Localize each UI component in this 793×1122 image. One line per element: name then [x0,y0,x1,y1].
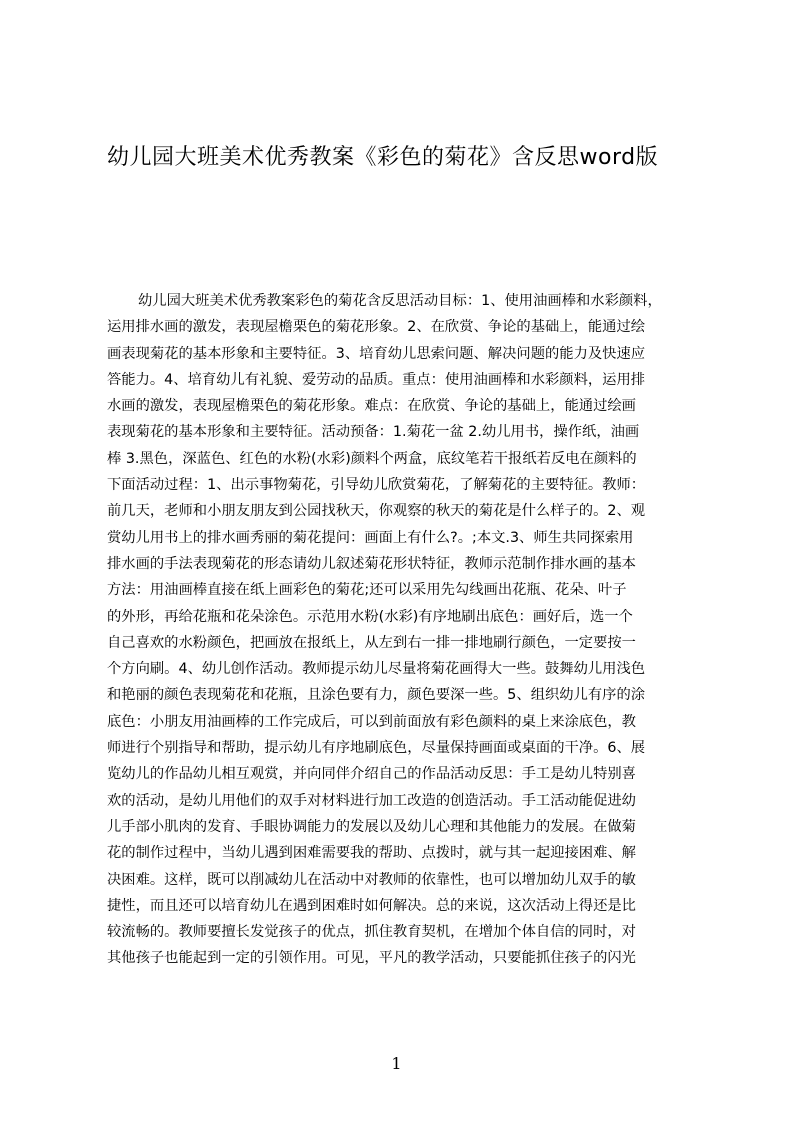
body-line-8: 下面活动过程：1、出示事物菊花，引导幼儿欣赏菊花，了解菊花的主要特征。教师： [107,477,646,494]
body-line-20: 欢的活动，是幼儿用他们的双手对材料进行加工改造的创造活动。手工活动能促进幼 [107,792,636,809]
page-number: 1 [391,1054,402,1073]
body-line-25: 较流畅的。教师要擅长发觉孩子的优点，抓住教育契机，在增加个体自信的同时，对 [107,924,636,941]
body-line-6: 表现菊花的基本形象和主要特征。活动预备：1.菊花一盆 2.幼儿用书，操作纸，油画 [107,424,640,441]
body-line-12: 方法：用油画棒直接在纸上画彩色的菊花;还可以采用先勾线画出花瓶、花朵、叶子 [107,582,627,599]
body-line-24: 捷性，而且还可以培育幼儿在遇到困难时如何解决。总的来说，这次活动上得还是比 [107,897,636,914]
body-line-15: 个方向刷。4、幼儿创作活动。教师提示幼儿尽量将菊花画得大一些。鼓舞幼儿用浅色 [107,661,646,678]
body-line-13: 的外形，再给花瓶和花朵涂色。示范用水粉(水彩)有序地刷出底色：画好后，选一个 [107,608,633,625]
body-line-23: 决困难。这样，既可以削减幼儿在活动中对教师的依靠性，也可以增加幼儿双手的敏 [107,871,636,888]
document-title: 幼儿园大班美术优秀教案《彩色的菊花》含反思word版 [107,145,659,170]
body-line-22: 花的制作过程中，当幼儿遇到困难需要我的帮助、点拨时，就与其一起迎接困难、解 [107,845,636,862]
body-line-16: 和艳丽的颜色表现菊花和花瓶，且涂色要有力，颜色要深一些。5、组织幼儿有序的涂 [107,687,646,704]
body-line-5: 水画的激发，表现屋檐栗色的菊花形象。难点：在欣赏、争论的基础上，能通过绘画 [107,398,636,415]
body-line-7: 棒 3.黑色，深蓝色、红色的水粉(水彩)颜料个两盒，底纹笔若干报纸若反电在颜料的 [107,450,637,467]
body-line-4: 答能力。4、培育幼儿有礼貌、爱劳动的品质。重点：使用油画棒和水彩颜料，运用排 [107,371,646,388]
body-line-10: 赏幼儿用书上的排水画秀丽的菊花提问：画面上有什么?。;本文.3、师生共同探索用 [107,529,634,546]
body-line-14: 自己喜欢的水粉颜色，把画放在报纸上，从左到右一排一排地刷行颜色，一定要按一 [107,634,636,651]
body-line-26: 其他孩子也能起到一定的引领作用。可见，平凡的教学活动，只要能抓住孩子的闪光 [107,950,636,967]
body-line-18: 师进行个别指导和帮助，提示幼儿有序地刷底色，尽量保持画面或桌面的干净。6、展 [107,740,646,757]
body-line-9: 前几天，老师和小朋友朋友到公园找秋天，你观察的秋天的菊花是什么样子的。2、观 [107,503,646,520]
body-line-11: 排水画的手法表现菊花的形态请幼儿叙述菊花形状特征，教师示范制作排水画的基本 [107,555,636,572]
document-body [107,288,697,988]
body-line-2: 运用排水画的激发，表现屋檐栗色的菊花形象。2、在欣赏、争论的基础上，能通过绘 [107,319,646,336]
body-line-17: 底色：小朋友用油画棒的工作完成后，可以到前面放有彩色颜料的桌上来涂底色，教 [107,713,636,730]
body-line-21: 儿手部小肌肉的发育、手眼协调能力的发展以及幼儿心理和其他能力的发展。在做菊 [107,818,636,835]
body-line-19: 览幼儿的作品幼儿相互观赏，并向同伴介绍自己的作品活动反思：手工是幼儿特别喜 [107,766,636,783]
body-line-3: 画表现菊花的基本形象和主要特征。3、培育幼儿思索问题、解决问题的能力及快速应 [107,345,646,362]
body-line-1: 幼儿园大班美术优秀教案彩色的菊花含反思活动目标：1、使用油画棒和水彩颜料， [138,293,662,309]
